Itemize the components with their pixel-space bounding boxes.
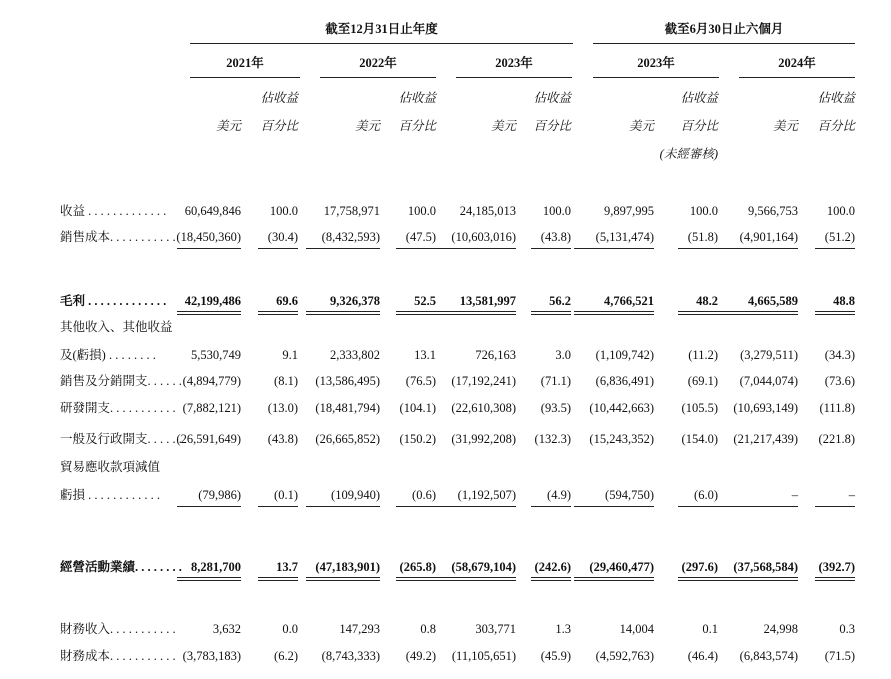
cell-underline <box>396 248 436 249</box>
cell-amount: 2,333,802 <box>330 348 380 362</box>
cell-percent: (34.3) <box>824 348 855 362</box>
cell-percent: (45.9) <box>540 649 571 663</box>
cell-underline <box>258 506 298 507</box>
cell-amount: (13,586,495) <box>315 374 380 388</box>
cell-percent: 0.3 <box>839 622 855 636</box>
subheader-unaudited: (未經審核) <box>659 147 718 161</box>
cell-amount: (79,986) <box>198 488 241 502</box>
subheader-usd: 美元 <box>215 119 241 133</box>
cell-percent: 48.2 <box>696 294 718 308</box>
row-label: 銷售成本. . . . . . . . . . . <box>60 230 176 244</box>
cell-percent: (6.2) <box>274 649 298 663</box>
cell-amount: 24,998 <box>763 622 798 636</box>
cell-amount: (11,105,651) <box>451 649 516 663</box>
cell-underline <box>718 577 798 581</box>
cell-amount: (4,592,763) <box>595 649 654 663</box>
cell-amount: (8,743,333) <box>321 649 380 663</box>
cell-amount: (10,693,149) <box>733 401 798 415</box>
cell-amount: (18,450,360) <box>176 230 241 244</box>
cell-underline <box>678 577 718 581</box>
cell-percent: (51.8) <box>687 230 718 244</box>
cell-underline <box>258 311 298 315</box>
row-label: 研發開支. . . . . . . . . . . <box>60 401 176 415</box>
cell-amount: 4,766,521 <box>604 294 654 308</box>
cell-percent: 100.0 <box>826 204 855 218</box>
cell-underline <box>306 506 380 507</box>
cell-amount: 5,530,749 <box>191 348 241 362</box>
cell-percent: (93.5) <box>540 401 571 415</box>
subheader-pct-line1: 佔收益 <box>398 91 436 105</box>
cell-percent: (242.6) <box>534 560 571 574</box>
cell-amount: – <box>791 488 798 502</box>
cell-percent: (4.9) <box>547 488 571 502</box>
subheader-pct-line2: 百分比 <box>260 119 298 133</box>
cell-percent: (71.1) <box>540 374 571 388</box>
cell-percent: (69.1) <box>687 374 718 388</box>
cell-underline <box>306 248 380 249</box>
cell-amount: (10,442,663) <box>589 401 654 415</box>
cell-amount: (109,940) <box>331 488 380 502</box>
cell-amount: 42,199,486 <box>184 294 241 308</box>
cell-percent: (30.4) <box>267 230 298 244</box>
divider-year-2023-h1 <box>593 77 719 78</box>
cell-amount: (594,750) <box>605 488 654 502</box>
cell-amount: 9,326,378 <box>330 294 380 308</box>
divider-fy-group <box>190 43 573 44</box>
divider-year-2022 <box>320 77 436 78</box>
cell-underline <box>678 311 718 315</box>
cell-percent: (105.5) <box>681 401 718 415</box>
cell-percent: 69.6 <box>276 294 298 308</box>
cell-percent: 9.1 <box>282 348 298 362</box>
cell-amount: (22,610,308) <box>451 401 516 415</box>
cell-underline <box>177 248 241 249</box>
cell-percent: (154.0) <box>681 432 718 446</box>
cell-amount: 17,758,971 <box>323 204 380 218</box>
cell-amount: (7,044,074) <box>739 374 798 388</box>
row-label: 及(虧損) . . . . . . . . <box>60 348 156 362</box>
cell-underline <box>574 577 654 581</box>
cell-percent: 3.0 <box>555 348 571 362</box>
cell-percent: 13.1 <box>414 348 436 362</box>
cell-percent: (43.8) <box>540 230 571 244</box>
cell-amount: 24,185,013 <box>459 204 516 218</box>
year-header-2023-h1: 2023年 <box>637 56 675 70</box>
row-label: 財務收入. . . . . . . . . . . <box>60 622 176 636</box>
cell-amount: 60,649,846 <box>184 204 241 218</box>
cell-underline <box>177 311 241 315</box>
year-header-2023: 2023年 <box>495 56 533 70</box>
row-label: 虧損 . . . . . . . . . . . . <box>60 488 161 502</box>
cell-underline <box>258 577 298 581</box>
cell-amount: 9,897,995 <box>604 204 654 218</box>
cell-percent: (104.1) <box>399 401 436 415</box>
cell-underline <box>678 248 718 249</box>
row-label: 經營活動業績. . . . . . . . <box>60 560 182 574</box>
subheader-pct-line2: 百分比 <box>817 119 855 133</box>
cell-underline <box>306 311 380 315</box>
cell-percent: (51.2) <box>824 230 855 244</box>
cell-percent: (73.6) <box>824 374 855 388</box>
cell-underline <box>574 248 654 249</box>
subheader-pct-line2: 百分比 <box>533 119 571 133</box>
cell-amount: (1,109,742) <box>595 348 654 362</box>
cell-amount: (1,192,507) <box>457 488 516 502</box>
divider-year-2024-h1 <box>739 77 855 78</box>
cell-percent: 100.0 <box>542 204 571 218</box>
cell-amount: (15,243,352) <box>589 432 654 446</box>
cell-amount: (4,894,779) <box>182 374 241 388</box>
cell-amount: (37,568,584) <box>733 560 798 574</box>
header-fy-group: 截至12月31日止年度 <box>325 22 438 36</box>
cell-underline <box>718 248 798 249</box>
cell-percent: (71.5) <box>824 649 855 663</box>
cell-amount: (6,843,574) <box>739 649 798 663</box>
subheader-pct-line2: 百分比 <box>398 119 436 133</box>
cell-underline <box>306 577 380 581</box>
subheader-usd: 美元 <box>772 119 798 133</box>
cell-percent: (76.5) <box>405 374 436 388</box>
cell-amount: (31,992,208) <box>451 432 516 446</box>
cell-percent: (392.7) <box>818 560 855 574</box>
cell-percent: (111.8) <box>819 401 855 415</box>
cell-amount: 14,004 <box>619 622 654 636</box>
cell-underline <box>718 506 798 507</box>
year-header-2022: 2022年 <box>359 56 397 70</box>
cell-amount: 9,566,753 <box>748 204 798 218</box>
cell-percent: (8.1) <box>274 374 298 388</box>
divider-year-2021 <box>190 77 300 78</box>
cell-underline <box>574 506 654 507</box>
cell-percent: (6.0) <box>694 488 718 502</box>
cell-amount: (5,131,474) <box>595 230 654 244</box>
cell-underline <box>396 506 436 507</box>
cell-amount: (8,432,593) <box>321 230 380 244</box>
cell-underline <box>177 577 241 581</box>
cell-amount: 303,771 <box>475 622 516 636</box>
cell-percent: (265.8) <box>399 560 436 574</box>
row-label: 收益 . . . . . . . . . . . . . <box>60 204 167 218</box>
cell-percent: (221.8) <box>818 432 855 446</box>
cell-underline <box>177 506 241 507</box>
cell-percent: 100.0 <box>689 204 718 218</box>
cell-percent: 52.5 <box>414 294 436 308</box>
cell-amount: (3,279,511) <box>740 348 798 362</box>
cell-underline <box>815 506 855 507</box>
cell-percent: 13.7 <box>276 560 298 574</box>
cell-percent: 0.8 <box>420 622 436 636</box>
cell-amount: (26,591,649) <box>176 432 241 446</box>
divider-6m-group <box>593 43 855 44</box>
subheader-pct-line1: 佔收益 <box>533 91 571 105</box>
cell-underline <box>396 311 436 315</box>
cell-percent: 48.8 <box>833 294 855 308</box>
cell-amount: (10,603,016) <box>451 230 516 244</box>
cell-percent: 1.3 <box>555 622 571 636</box>
cell-underline <box>574 311 654 315</box>
cell-amount: (4,901,164) <box>739 230 798 244</box>
cell-amount: 726,163 <box>475 348 516 362</box>
cell-amount: 3,632 <box>212 622 241 636</box>
cell-percent: (46.4) <box>687 649 718 663</box>
cell-underline <box>436 248 516 249</box>
row-label: 其他收入、其他收益 <box>60 320 173 334</box>
subheader-usd: 美元 <box>490 119 516 133</box>
cell-amount: (3,783,183) <box>182 649 241 663</box>
cell-percent: (297.6) <box>681 560 718 574</box>
cell-amount: 13,581,997 <box>459 294 516 308</box>
subheader-pct-line1: 佔收益 <box>680 91 718 105</box>
cell-underline <box>815 577 855 581</box>
cell-amount: (18,481,794) <box>315 401 380 415</box>
cell-percent: (47.5) <box>405 230 436 244</box>
cell-underline <box>436 577 516 581</box>
cell-underline <box>718 311 798 315</box>
subheader-pct-line2: 百分比 <box>680 119 718 133</box>
cell-percent: (13.0) <box>267 401 298 415</box>
cell-underline <box>531 248 571 249</box>
cell-amount: (58,679,104) <box>451 560 516 574</box>
cell-percent: 100.0 <box>269 204 298 218</box>
cell-amount: (7,882,121) <box>182 401 241 415</box>
cell-underline <box>436 311 516 315</box>
cell-percent: (43.8) <box>267 432 298 446</box>
cell-percent: 100.0 <box>407 204 436 218</box>
subheader-pct-line1: 佔收益 <box>260 91 298 105</box>
subheader-usd: 美元 <box>628 119 654 133</box>
row-label: 貿易應收款項減值 <box>60 460 161 474</box>
cell-underline <box>531 311 571 315</box>
divider-year-2023 <box>456 77 572 78</box>
cell-underline <box>396 577 436 581</box>
cell-percent: (150.2) <box>399 432 436 446</box>
cell-amount: (29,460,477) <box>589 560 654 574</box>
cell-amount: (26,665,852) <box>315 432 380 446</box>
cell-amount: (21,217,439) <box>733 432 798 446</box>
cell-amount: (47,183,901) <box>315 560 380 574</box>
row-label: 財務成本. . . . . . . . . . . <box>60 649 176 663</box>
cell-percent: (0.1) <box>274 488 298 502</box>
cell-underline <box>815 311 855 315</box>
subheader-pct-line1: 佔收益 <box>817 91 855 105</box>
header-6m-group: 截至6月30日止六個月 <box>664 22 784 36</box>
cell-percent: (11.2) <box>688 348 718 362</box>
cell-amount: 147,293 <box>339 622 380 636</box>
subheader-usd: 美元 <box>354 119 380 133</box>
cell-percent: (132.3) <box>534 432 571 446</box>
cell-underline <box>531 506 571 507</box>
year-header-2021: 2021年 <box>226 56 264 70</box>
cell-percent: 56.2 <box>549 294 571 308</box>
cell-percent: – <box>848 488 855 502</box>
cell-underline <box>258 248 298 249</box>
row-label: 毛利 . . . . . . . . . . . . . <box>60 294 167 308</box>
cell-amount: (17,192,241) <box>451 374 516 388</box>
cell-percent: (49.2) <box>405 649 436 663</box>
cell-underline <box>815 248 855 249</box>
cell-amount: (6,836,491) <box>595 374 654 388</box>
cell-percent: (0.6) <box>412 488 436 502</box>
cell-amount: 8,281,700 <box>191 560 241 574</box>
cell-percent: 0.0 <box>282 622 298 636</box>
cell-amount: 4,665,589 <box>748 294 798 308</box>
row-label: 銷售及分銷開支. . . . . . <box>60 374 182 388</box>
cell-underline <box>531 577 571 581</box>
year-header-2024-h1: 2024年 <box>778 56 816 70</box>
cell-percent: 0.1 <box>702 622 718 636</box>
cell-underline <box>436 506 516 507</box>
cell-underline <box>678 506 718 507</box>
row-label: 一般及行政開支. . . . . . <box>60 432 182 446</box>
